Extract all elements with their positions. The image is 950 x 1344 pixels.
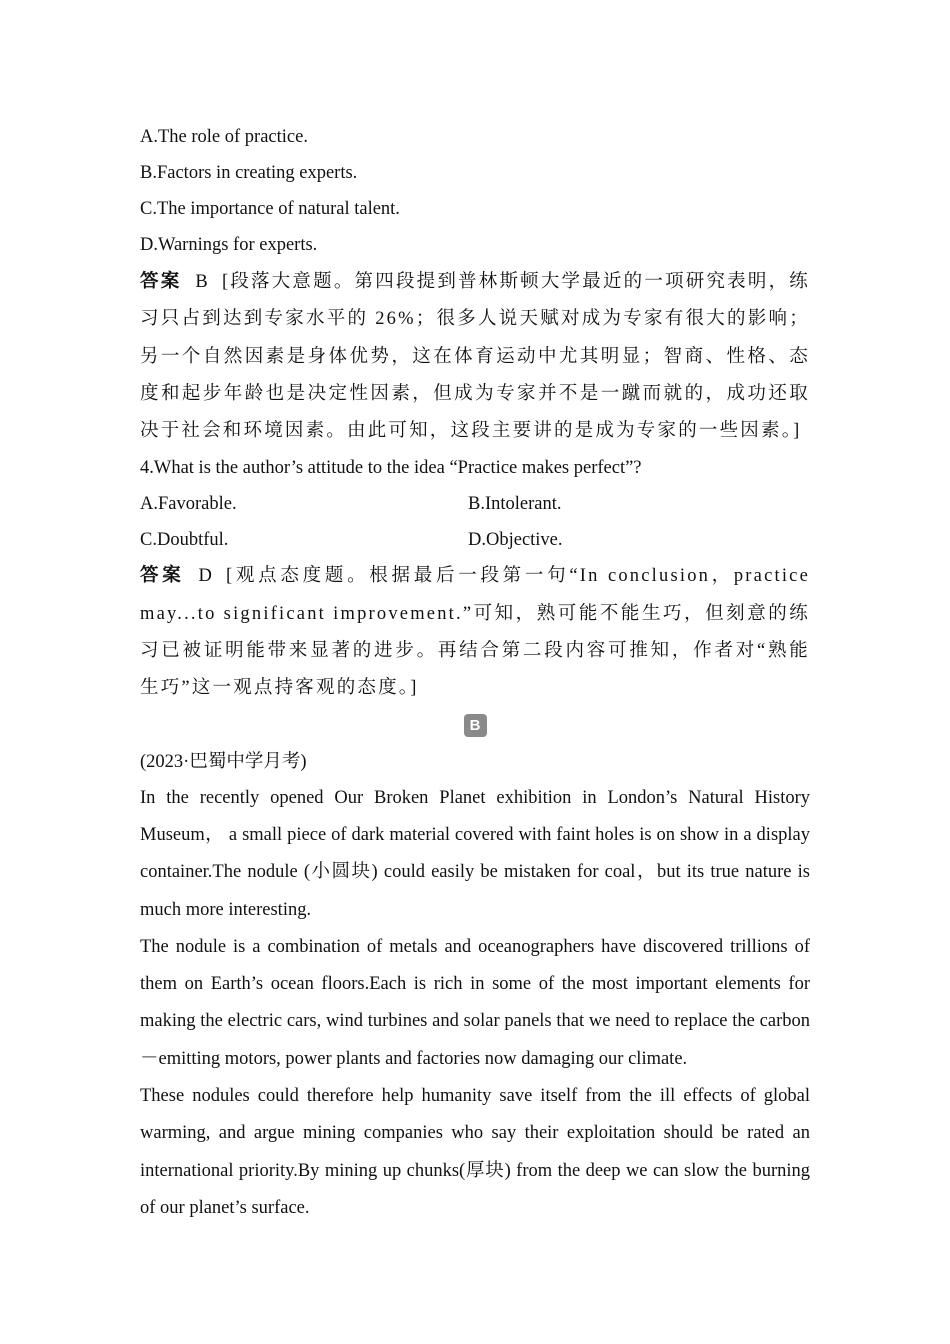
q3-answer [140,264,810,450]
q4-answer-key: D [198,566,215,587]
q3-option-c: C.The importance of natural talent. [140,199,400,219]
q4-option-c: C.Doubtful. [140,530,229,551]
q3-answer-label: 答案 [140,272,182,292]
passage-paragraph-2: The nodule is a combination of metals and oceanographers have discovered trillions of them on Earth’s ocean floors.Each is rich in some of the most important elements for making the electric cars, wind turbines and solar panels that we need to replace the carbon－emitting motors, power plants and factories now damaging our climate. [140,936,810,1069]
q4-answer-explanation: [观点态度题。根据最后一段第一句“In conclusion，practice may...to significant improvement.”可知，熟可能不能生巧，但刻意的练习已被证明能带来显著的进步。再结合第二段内容可推知，作者对“熟能生巧”这一观点持客观的态度。] [140,566,810,699]
document-content [140,119,810,1227]
q4-options-row-2 [140,522,810,558]
section-marker [140,708,810,744]
q4-option-b: B.Intolerant. [468,494,562,515]
q3-answer-key: B [195,272,210,292]
q3-option-d: D.Warnings for experts. [140,235,318,255]
passage-source: (2023·巴蜀中学月考) [140,751,307,772]
passage-paragraph-3: These nodules could therefore help humanity save itself from the ill effects of global warming, and argue mining companies who say their exploitation should be rated an international priority.By mining up chunks(厚块) from the deep we can slow the burning of our planet’s surface. [140,1086,810,1218]
q3-answer-explanation: [段落大意题。第四段提到普林斯顿大学最近的一项研究表明，练习只占到达到专家水平的 26%；很多人说天赋对成为专家有很大的影响；另一个自然因素是身体优势，这在体育运动中尤其明显；智商、性格、态度和起步年龄也是决定性因素，但成为专家并不是一蹴而就的，成功还取决于社会和环境因素。由此可知，这段主要讲的是成为专家的一些因素。] [140,272,810,442]
q4-options-row-1 [140,486,810,522]
q4-option-a: A.Favorable. [140,494,237,515]
passage-paragraph-1: In the recently opened Our Broken Planet exhibition in London’s Natural History Museum， a small piece of dark material covered with faint holes is on show in a display container.The nodule (小圆块) could easily be mistaken for coal，but its true nature is much more interesting. [140,787,810,920]
section-badge: B [464,714,487,737]
q4-answer-label: 答案 [140,566,185,587]
q4-answer [140,558,810,707]
q3-option-a: A.The role of practice. [140,127,308,147]
q4-option-d: D.Objective. [468,530,563,551]
q3-option-b: B.Factors in creating experts. [140,163,358,183]
q4-question: 4.What is the author’s attitude to the idea “Practice makes perfect”? [140,458,642,479]
